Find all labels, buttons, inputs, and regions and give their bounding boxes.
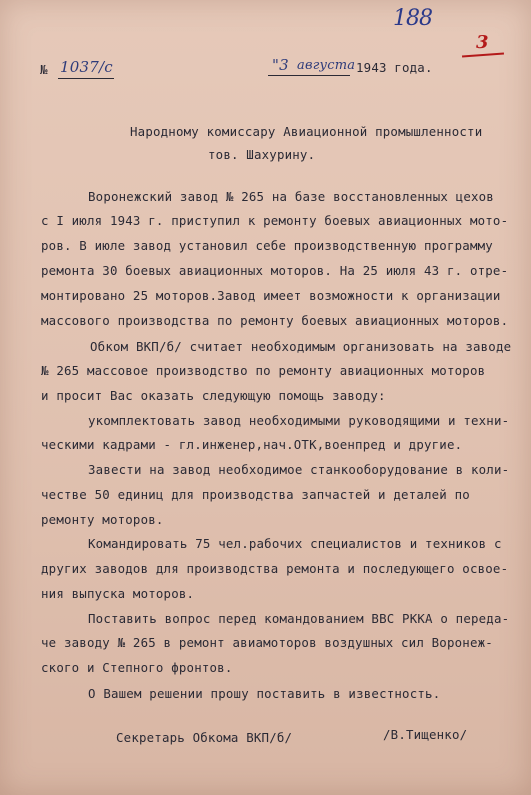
body-line: честве 50 единиц для производства запчастей и деталей по bbox=[41, 487, 470, 502]
number-prefix: № bbox=[40, 62, 48, 77]
body-line: Командировать 75 чел.рабочих специалистов и техников с bbox=[88, 536, 502, 551]
body-line: Завести на завод необходимое станкооборудование в коли- bbox=[88, 462, 510, 477]
body-line: ров. В июле завод установил себе производственную программу bbox=[41, 238, 493, 253]
archive-page-number: 188 bbox=[393, 6, 432, 31]
addressee-line-2: тов. Шахурину. bbox=[208, 147, 316, 162]
body-line: массового производства по ремонту боевых авиационных моторов. bbox=[41, 313, 509, 328]
body-line: № 265 массовое производство по ремонту авиационных моторов bbox=[41, 363, 486, 378]
date-year: 1943 года. bbox=[356, 60, 433, 75]
body-line: ского и Степного фронтов. bbox=[41, 660, 233, 675]
body-line: ния выпуска моторов. bbox=[41, 586, 195, 601]
body-line: че заводу № 265 в ремонт авиамоторов воздушных сил Воронеж- bbox=[41, 635, 493, 650]
body-line: укомплектовать завод необходимыми руководящими и техни- bbox=[88, 413, 510, 428]
body-line: ческими кадрами - гл.инженер,нач.ОТК,военпред и другие. bbox=[41, 437, 463, 452]
body-line: ремонту моторов. bbox=[41, 512, 164, 527]
red-underline bbox=[462, 53, 504, 58]
addressee-line-1: Народному комиссару Авиационной промышленности bbox=[130, 124, 483, 139]
date-month: августа bbox=[297, 58, 356, 73]
number-underline bbox=[58, 78, 114, 79]
signature-title: Секретарь Обкома ВКП/б/ bbox=[116, 730, 293, 745]
body-line: с I июля 1943 г. приступил к ремонту боевых авиационных мото- bbox=[41, 213, 509, 228]
body-line: Обком ВКП/б/ считает необходимым организовать на заводе bbox=[90, 339, 512, 354]
date-underline bbox=[268, 75, 350, 76]
body-line: ремонта 30 боевых авиационных моторов. На 25 июля 43 г. отре- bbox=[41, 263, 509, 278]
signature-name: /В.Тищенко/ bbox=[383, 727, 468, 742]
body-line: монтировано 25 моторов.Завод имеет возможности к организации bbox=[41, 288, 501, 303]
body-line: Поставить вопрос перед командованием ВВС РККА о переда- bbox=[88, 611, 510, 626]
body-line: и просит Вас оказать следующую помощь заводу: bbox=[41, 388, 386, 403]
date-day: "3 bbox=[272, 56, 289, 74]
body-line: О Вашем решении прошу поставить в известность. bbox=[88, 686, 441, 701]
red-page-marker: 3 bbox=[476, 32, 489, 53]
document-number: 1037/с bbox=[60, 58, 113, 76]
body-line: других заводов для производства ремонта и последующего освое- bbox=[41, 561, 509, 576]
body-line: Воронежский завод № 265 на базе восстановленных цехов bbox=[88, 189, 494, 204]
